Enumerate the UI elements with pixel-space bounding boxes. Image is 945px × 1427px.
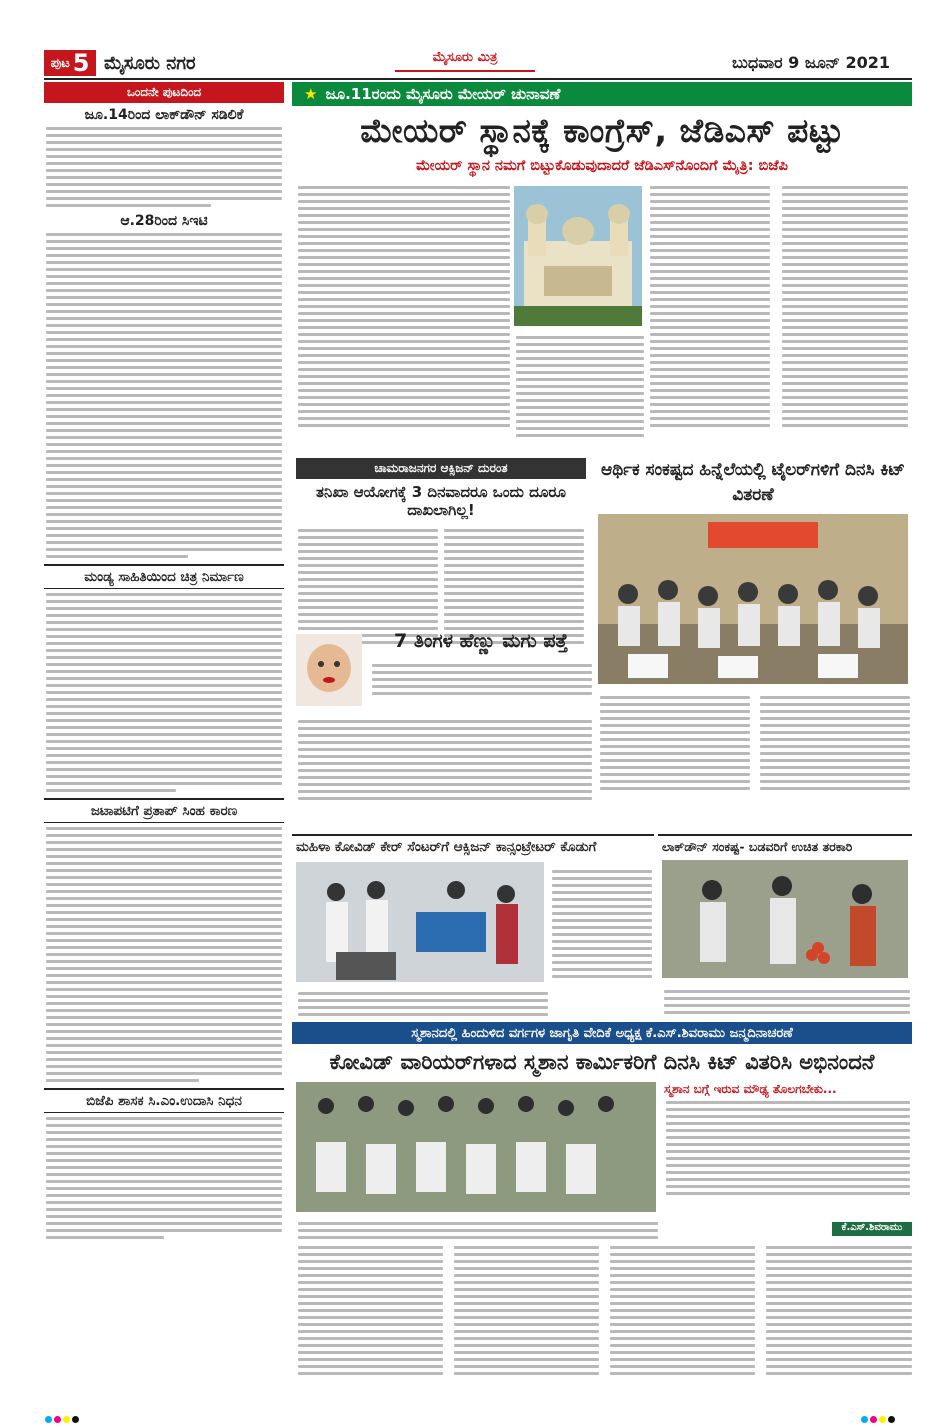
- page-number-badge: ಪುಟ 5: [44, 50, 96, 76]
- vegetables-photo: [662, 860, 908, 978]
- warriors-headline: ಕೋವಿಡ್ ವಾರಿಯರ್‌ಗಳಾದ ಸ್ಮಶಾನ ಕಾರ್ಮಿಕರಿಗೆ ದಿನಸಿ ಕಿಟ್ ವಿತರಿಸಿ ಅಭಿನಂದನೆ: [329, 1049, 875, 1074]
- continued-kicker: ಒಂದನೇ ಪುಟದಿಂದ: [44, 82, 284, 103]
- tailors-headline: ಆರ್ಥಿಕ ಸಂಕಷ್ಟದ ಹಿನ್ನೆಲೆಯಲ್ಲಿ ಟೈಲರ್‌ಗಳಿಗೆ ದಿನಸಿ ಕಿಟ್ ವಿತರಣೆ: [600, 460, 906, 505]
- vegetables-story: [658, 834, 912, 1022]
- baby-photo: [296, 634, 362, 706]
- section-title: ಮೈಸೂರು ನಗರ: [104, 52, 196, 74]
- story-udasi-head: ಬಿಜೆಪಿ ಶಾಸಕ ಸಿ.ಎಂ.ಉದಾಸಿ ನಿಧನ: [44, 1088, 284, 1113]
- lead-subhead: ಮೇಯರ್ ಸ್ಥಾನ ನಮಗೆ ಬಿಟ್ಟುಕೊಡುವುದಾದರೆ ಜೆಡಿಎಸ್‌ನೊಂದಿಗೆ ಮೈತ್ರಿ: ಬಿಜೆಪಿ: [416, 158, 788, 174]
- warriors-byline: ಕೆ.ಎಸ್.ಶಿವರಾಮು: [832, 1222, 912, 1236]
- story-udasi-body: [46, 1117, 282, 1239]
- oxygen-headline: ತನಿಖಾ ಆಯೋಗಕ್ಕೆ 3 ದಿನವಾದರೂ ಒಂದು ದೂರೂ ದಾಖಲಾಗಿಲ್ಲ!: [316, 483, 566, 519]
- story-film-head: ಮಂಡ್ಯ ಸಾಹಿತಿಯಿಂದ ಚಿತ್ರ ನಿರ್ಮಾಣ: [44, 564, 284, 589]
- registration-marks-right: [860, 1408, 896, 1427]
- story-lockdown-head: ಜೂ.14ರಿಂದ ಲಾಕ್‌ಡೌನ್ ಸಡಿಲಿಕೆ: [84, 107, 244, 123]
- warriors-photo: [296, 1082, 656, 1212]
- story-pratap-body: [46, 827, 282, 1082]
- lead-headline: ಮೇಯರ್ ಸ್ಥಾನಕ್ಕೆ ಕಾಂಗ್ರೆಸ್, ಜೆಡಿಎಸ್ ಪಟ್ಟು: [360, 111, 844, 150]
- tailors-story: [594, 458, 912, 830]
- story-lockdown-body: [46, 127, 282, 207]
- story-pratap-head: ಜಟಾಪಟಿಗೆ ಪ್ರತಾಪ್ ಸಿಂಹ ಕಾರಣ: [44, 798, 284, 823]
- story-cet-head: ಆ.28ರಿಂದ ಸಿಇಟಿ: [120, 213, 208, 229]
- warriors-box: [664, 1082, 912, 1220]
- concentrator-headline: ಮಹಿಳಾ ಕೋವಿಡ್ ಕೇರ್ ಸೆಂಟರ್‌ಗೆ ಆಕ್ಸಿಜನ್ ಕಾನ್ಸಂಟ್ರೇಟರ್ ಕೊಡುಗೆ: [296, 839, 597, 855]
- star-icon: ★: [304, 85, 318, 103]
- city-corporation-photo: [514, 186, 642, 326]
- lead-banner: ★ ಜೂ.11ರಂದು ಮೈಸೂರು ಮೇಯರ್ ಚುನಾವಣೆ: [292, 82, 912, 106]
- story-cet-body: [46, 233, 282, 558]
- warriors-box-head: ಸ್ಮಶಾನ ಬಗ್ಗೆ ಇರುವ ಮೌಢ್ಯ ತೊಲಗಬೇಕು...: [664, 1082, 837, 1096]
- registration-marks-left: [44, 1408, 80, 1427]
- baby-story: [296, 630, 592, 830]
- masthead: ಮೈಸೂರು ಮಿತ್ರ: [395, 50, 535, 72]
- warriors-body: [296, 1240, 912, 1400]
- story-film-body: [46, 593, 282, 792]
- warriors-kicker: ಸ್ಮಶಾನದಲ್ಲಿ ಹಿಂದುಳಿದ ವರ್ಗಗಳ ಜಾಗೃತಿ ವೇದಿಕೆ ಅಧ್ಯಕ್ಷ ಕೆ.ಎಸ್.ಶಿವರಾಮು ಜನ್ಮದಿನಾಚರಣೆ: [292, 1022, 912, 1044]
- concentrator-photo: [296, 862, 544, 982]
- left-column: [44, 82, 284, 1402]
- header-rule: [44, 78, 912, 80]
- baby-headline: 7 ತಿಂಗಳ ಹೆಣ್ಣು ಮಗು ಪತ್ತೆ: [394, 630, 568, 652]
- concentrator-story: [292, 834, 654, 1022]
- vegetables-headline: ಲಾಕ್‌ಡೌನ್ ಸಂಕಷ್ಟ- ಬಡವರಿಗೆ ಉಚಿತ ತರಕಾರಿ: [662, 839, 853, 854]
- oxygen-kicker: ಚಾಮರಾಜನಗರ ಆಕ್ಸಿಜನ್ ದುರಂತ: [296, 458, 586, 479]
- tailors-photo: [598, 514, 908, 684]
- oxygen-story: [296, 458, 586, 626]
- edition-date: ಬುಧವಾರ 9 ಜೂನ್ 2021: [731, 53, 890, 72]
